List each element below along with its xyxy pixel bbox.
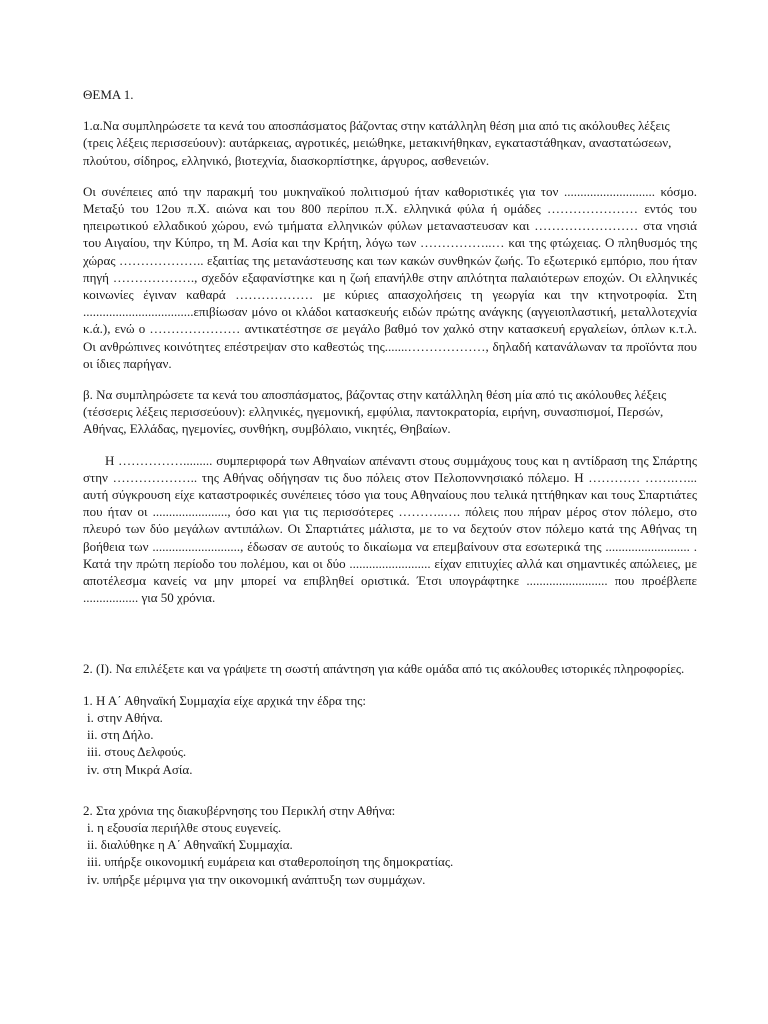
option: ii. στη Δήλο.: [87, 727, 154, 743]
spacer: [83, 620, 697, 660]
option: ii. διαλύθηκε η Α΄ Αθηναϊκή Συμμαχία.: [87, 837, 293, 853]
part-b-instruction: β. Να συμπληρώσετε τα κενά του αποσπάσματος, βάζοντας στην κατάλληλη θέση μία από τις ακόλουθες λέξεις (τέσσερις λέξεις περισσεύουν): ελληνικές, ηγεμονική, εμφύλια, παντοκρατορία, ειρήνη, συνασπισμοί, Περσών, Αθήνας, Ελλάδας, ηγεμονίες, συνθήκη, συμβόλαιο, νικητές, Θηβαίων.: [83, 387, 667, 437]
part2-instruction: 2. (Ι). Να επιλέξετε και να γράψετε τη σωστή απάντηση για κάθε ομάδα από τις ακόλουθες ιστορικές πληροφορίες.: [83, 661, 685, 677]
option: iii. υπήρξε οικονομική ευμάρεια και σταθεροποίηση της δημοκρατίας.: [87, 854, 454, 870]
part-b-passage: Η ……………......... συμπεριφορά των Αθηναίων απέναντι στους συμμάχους τους και η αντίδραση της Σπάρτης στην ……………….. της Αθήνας οδήγησαν τις δυο πόλεις στον Πελοποννησιακό πόλεμο. Η ………… …….…... αυτή σύγκρουση είχε καταστροφικές συνέπειες τόσο για τους Αθηναίους που τελικά ηττήθηκαν και τους Σπαρτιάτες που ήταν οι ......................., όσο και για τις περισσότερες ………..…. πόλεις που πήραν μέρος στον πόλεμο, στο πλευρό των δύο μεγάλων αντιπάλων. Οι Σπαρτιάτες μάλιστα, με το να δεχτούν στον πόλεμο κατά της Αθήνας τη βοήθεια των ..........................., έδωσαν σε αυτούς το δικαίωμα να επεμβαίνουν στα εσωτερικά της .......................... . Κατά την πρώτη περίοδο του πολέμου, και οι δύο ......................... είχαν επιτυχίες αλλά και σημαντικές απώλειες, με αποτέλεσμα κανείς να μην μπορεί να επιβληθεί οριστικά. Έτσι υπογράφτηκε ......................... που προέβλεπε ................. για 50 χρόνια.: [83, 452, 697, 606]
question-stem: 2. Στα χρόνια της διακυβέρνησης του Περικλή στην Αθήνα:: [83, 802, 396, 818]
part-a-passage: Οι συνέπειες από την παρακμή του μυκηναϊκού πολιτισμού ήταν καθοριστικές για τον ............................ κόσμο. Μεταξύ του 12ου π.Χ. αιώνα και του 800 περίπου π.Χ. ελληνικά φύλα ή ομάδες ………………… εντός του ηπειρωτικού ελλαδικού χώρου, ενώ τμήματα ελληνικών φύλων μεταναστευσαν και …………………… στα νησιά του Αιγαίου, την Κύπρο, τη Μ. Ασία και την Κρήτη, λόγω των ……………..… και της φτώχειας. Ο πληθυσμός της χώρας ……………….. εξαιτίας της μετανάστευσης και των κακών συνθηκών ζωής. Το εξωτερικό εμπόριο, που ήταν πηγή ………………., σχεδόν εξαφανίστηκε και η ζωή επανήλθε στην απλότητα παλαιότερων εποχών. Οι ελληνικές κοινωνίες έγιναν καθαρά ……………… με κύριες απασχολήσεις τη γεωργία και την κτηνοτροφία. Στη ..................................επιβίωσαν μόνο οι κλάδοι κατασκευής ειδών πρώτης ανάγκης (αγγειοπλαστική, μεταλλοτεχνία κ.ά.), ενώ ο ………………… αντικατέστησε σε μεγάλο βαθμό τον χαλκό στην κατασκευή εργαλείων, όπλων κ.τ.λ. Οι ανθρώπινες κοινότητες επέστρεψαν στο καθεστώς της.......………………, δηλαδή κατανάλωναν τα προϊόντα που οι ίδιες παρήγαν.: [83, 183, 697, 371]
section-title: ΘΕΜΑ 1.: [83, 87, 134, 102]
option: i. στην Αθήνα.: [87, 709, 163, 725]
option: i. η εξουσία περιήλθε στους ευγενείς.: [87, 819, 282, 835]
part-a-instruction: 1.α.Να συμπληρώσετε τα κενά του αποσπάσματος βάζοντας στην κατάλληλη θέση μια από τις ακόλουθες λέξεις (τρεις λέξεις περισσεύουν): αυτάρκειας, αγροτικές, μειώθηκε, μετακινήθηκαν, εγκαταστάθηκαν, αναστατώσεων, πλούτου, σίδηρος, ελληνικό, βιοτεχνία, διασκορπίστηκε, άργυρος, ασθενειών.: [83, 118, 672, 168]
question-stem: 1. Η Α΄ Αθηναϊκή Συμμαχία είχε αρχικά την έδρα της:: [83, 692, 367, 708]
question-2: [83, 802, 697, 888]
option: iv. υπήρξε μέριμνα για την οικονομική ανάπτυξη των συμμάχων.: [87, 871, 426, 887]
option: iii. στους Δελφούς.: [87, 744, 187, 760]
option: iv. στη Μικρά Ασία.: [87, 761, 193, 777]
question-1: [83, 692, 697, 778]
